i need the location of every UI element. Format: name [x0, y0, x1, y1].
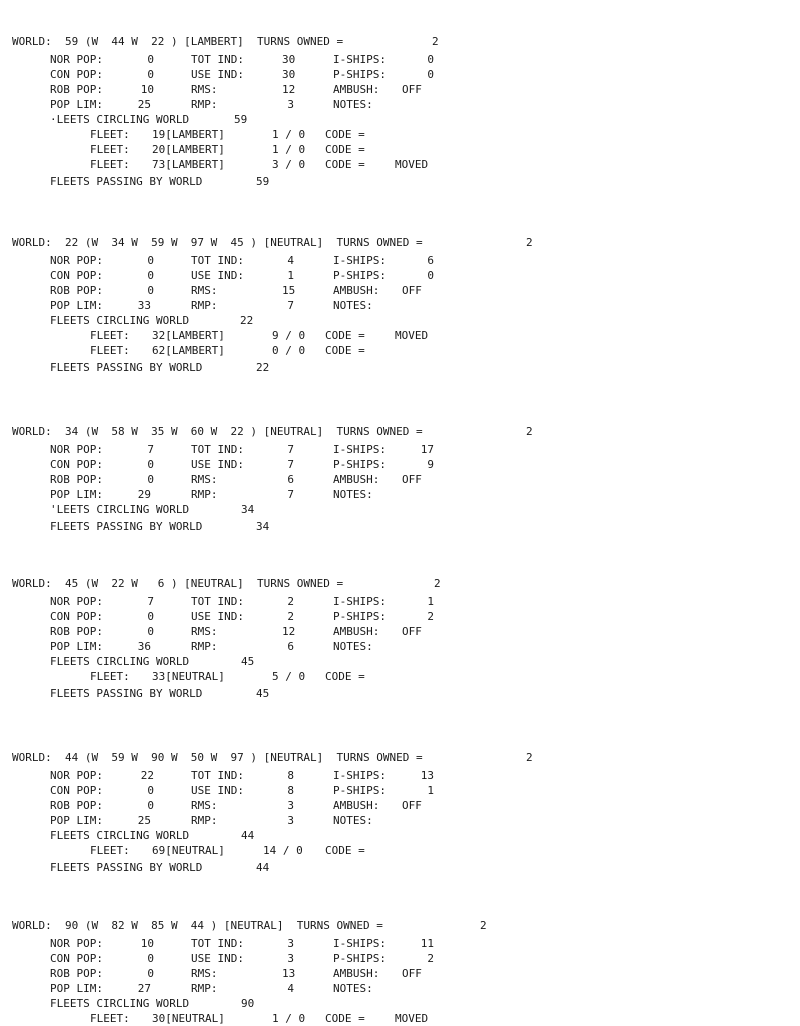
- rob-pop-value: 0: [147, 473, 154, 486]
- fleet-label: FLEET:: [90, 844, 130, 857]
- tot-ind-label: TOT IND:: [191, 53, 244, 66]
- world-header: [0, 236, 800, 251]
- fleet-id: 62[LAMBERT]: [152, 344, 225, 357]
- use-ind-value: 3: [287, 952, 294, 965]
- ambush-label: AMBUSH:: [333, 284, 380, 297]
- notes-label: NOTES:: [333, 640, 373, 653]
- i-ships-value: 0: [427, 53, 434, 66]
- fleet-ratio: 5 / 0: [272, 670, 306, 683]
- rms-label: RMS:: [191, 799, 218, 812]
- fleet-row: [0, 157, 800, 172]
- con-pop-label: CON POP:: [50, 952, 103, 965]
- p-ships-label: P-SHIPS:: [333, 458, 386, 471]
- world-header: [0, 35, 800, 50]
- notes-label: NOTES:: [333, 982, 373, 995]
- rms-label: RMS:: [191, 625, 218, 638]
- world-header: [0, 919, 800, 934]
- i-ships-value: 11: [420, 937, 434, 950]
- fleets-circling-world: 45: [241, 655, 255, 668]
- stats-row: [0, 472, 800, 487]
- rmp-label: RMP:: [191, 640, 218, 653]
- stats-row: [0, 97, 800, 112]
- fleet-moved: MOVED: [395, 1012, 429, 1025]
- world-header-text: WORLD: 44 (W 59 W 90 W 50 W 97 ) [NEUTRAL] TURNS OWNED =: [12, 751, 423, 764]
- stats-row: [0, 813, 800, 828]
- fleets-passing-row: [0, 360, 800, 375]
- rmp-value: 3: [287, 98, 294, 111]
- stats-row: [0, 594, 800, 609]
- turns-owned-value: 2: [526, 236, 533, 249]
- fleet-id: 73[LAMBERT]: [152, 158, 225, 171]
- con-pop-value: 0: [147, 784, 154, 797]
- rob-pop-value: 0: [147, 284, 154, 297]
- p-ships-value: 0: [427, 269, 434, 282]
- fleet-label: FLEET:: [90, 329, 130, 342]
- use-ind-value: 2: [287, 610, 294, 623]
- world-block: [0, 919, 800, 1026]
- fleet-label: FLEET:: [90, 1012, 130, 1025]
- fleet-row: [0, 1011, 800, 1026]
- fleet-id: 19[LAMBERT]: [152, 128, 225, 141]
- fleets-passing-world: 22: [256, 361, 270, 374]
- fleets-passing-label: FLEETS PASSING BY WORLD: [50, 687, 203, 700]
- fleet-ratio: 0 / 0: [272, 344, 306, 357]
- tot-ind-value: 4: [287, 254, 294, 267]
- turns-owned-value: 2: [526, 751, 533, 764]
- fleets-passing-row: [0, 519, 800, 534]
- nor-pop-value: 7: [147, 595, 154, 608]
- con-pop-label: CON POP:: [50, 784, 103, 797]
- turns-owned-value: 2: [432, 35, 439, 48]
- fleet-moved: MOVED: [395, 329, 429, 342]
- tot-ind-value: 3: [287, 937, 294, 950]
- stats-row: [0, 609, 800, 624]
- fleet-label: FLEET:: [90, 344, 130, 357]
- fleet-label: FLEET:: [90, 128, 130, 141]
- fleets-passing-label: FLEETS PASSING BY WORLD: [50, 361, 203, 374]
- fleet-id: 32[LAMBERT]: [152, 329, 225, 342]
- stats-row: [0, 82, 800, 97]
- ambush-value: OFF: [402, 967, 422, 980]
- world-block: [0, 751, 800, 875]
- fleets-circling-world: 34: [241, 503, 255, 516]
- fleets-circling-row: [0, 828, 800, 843]
- fleet-row: [0, 142, 800, 157]
- turns-owned-value: 2: [434, 577, 441, 590]
- rob-pop-value: 0: [147, 799, 154, 812]
- rms-value: 3: [287, 799, 294, 812]
- fleet-row: [0, 343, 800, 358]
- fleet-code-label: CODE =: [325, 1012, 365, 1025]
- i-ships-value: 13: [420, 769, 434, 782]
- stats-row: [0, 951, 800, 966]
- stats-row: [0, 936, 800, 951]
- con-pop-label: CON POP:: [50, 68, 103, 81]
- p-ships-label: P-SHIPS:: [333, 610, 386, 623]
- con-pop-value: 0: [147, 458, 154, 471]
- p-ships-label: P-SHIPS:: [333, 784, 386, 797]
- rob-pop-label: ROB POP:: [50, 473, 103, 486]
- fleets-circling-label: FLEETS CIRCLING WORLD: [50, 829, 190, 842]
- notes-label: NOTES:: [333, 488, 373, 501]
- rmp-label: RMP:: [191, 982, 218, 995]
- fleet-ratio: 3 / 0: [272, 158, 306, 171]
- ambush-value: OFF: [402, 473, 422, 486]
- fleets-passing-row: [0, 174, 800, 189]
- pop-lim-value: 36: [137, 640, 151, 653]
- use-ind-value: 7: [287, 458, 294, 471]
- use-ind-value: 1: [287, 269, 294, 282]
- world-block: [0, 236, 800, 375]
- tot-ind-label: TOT IND:: [191, 769, 244, 782]
- nor-pop-value: 22: [140, 769, 154, 782]
- stats-row: [0, 457, 800, 472]
- pop-lim-label: POP LIM:: [50, 982, 103, 995]
- world-block: [0, 577, 800, 701]
- ambush-value: OFF: [402, 284, 422, 297]
- rms-value: 12: [282, 625, 296, 638]
- tot-ind-value: 8: [287, 769, 294, 782]
- ambush-label: AMBUSH:: [333, 625, 380, 638]
- pop-lim-value: 29: [137, 488, 151, 501]
- notes-label: NOTES:: [333, 814, 373, 827]
- fleet-code-label: CODE =: [325, 158, 365, 171]
- nor-pop-value: 0: [147, 254, 154, 267]
- rob-pop-label: ROB POP:: [50, 284, 103, 297]
- fleet-id: 30[NEUTRAL]: [152, 1012, 225, 1025]
- fleets-passing-world: 45: [256, 687, 270, 700]
- nor-pop-label: NOR POP:: [50, 254, 103, 267]
- fleets-circling-row: [0, 996, 800, 1011]
- world-header-text: WORLD: 90 (W 82 W 85 W 44 ) [NEUTRAL] TURNS OWNED =: [12, 919, 383, 932]
- fleet-id: 20[LAMBERT]: [152, 143, 225, 156]
- stats-row: [0, 624, 800, 639]
- fleets-circling-world: 59: [234, 113, 248, 126]
- stats-row: [0, 52, 800, 67]
- fleet-label: FLEET:: [90, 670, 130, 683]
- fleet-row: [0, 127, 800, 142]
- p-ships-value: 2: [427, 610, 434, 623]
- rmp-label: RMP:: [191, 814, 218, 827]
- use-ind-label: USE IND:: [191, 610, 244, 623]
- fleet-code-label: CODE =: [325, 344, 365, 357]
- stats-row: [0, 981, 800, 996]
- p-ships-value: 1: [427, 784, 434, 797]
- rob-pop-value: 10: [140, 83, 154, 96]
- i-ships-value: 1: [427, 595, 434, 608]
- stats-row: [0, 768, 800, 783]
- rms-value: 15: [282, 284, 296, 297]
- rms-label: RMS:: [191, 83, 218, 96]
- rob-pop-label: ROB POP:: [50, 625, 103, 638]
- world-header: [0, 577, 800, 592]
- p-ships-value: 2: [427, 952, 434, 965]
- ambush-label: AMBUSH:: [333, 83, 380, 96]
- stats-row: [0, 67, 800, 82]
- fleets-circling-world: 44: [241, 829, 255, 842]
- stats-row: [0, 966, 800, 981]
- rmp-label: RMP:: [191, 98, 218, 111]
- p-ships-value: 9: [427, 458, 434, 471]
- stats-row: [0, 639, 800, 654]
- i-ships-label: I-SHIPS:: [333, 595, 386, 608]
- fleet-code-label: CODE =: [325, 128, 365, 141]
- pop-lim-value: 25: [137, 814, 151, 827]
- rmp-value: 4: [287, 982, 294, 995]
- fleets-circling-label: FLEETS CIRCLING WORLD: [50, 655, 190, 668]
- fleet-ratio: 1 / 0: [272, 143, 306, 156]
- con-pop-value: 0: [147, 952, 154, 965]
- i-ships-label: I-SHIPS:: [333, 937, 386, 950]
- nor-pop-label: NOR POP:: [50, 443, 103, 456]
- nor-pop-value: 10: [140, 937, 154, 950]
- i-ships-label: I-SHIPS:: [333, 53, 386, 66]
- notes-label: NOTES:: [333, 98, 373, 111]
- fleets-circling-label: ·LEETS CIRCLING WORLD: [50, 113, 190, 126]
- pop-lim-value: 27: [137, 982, 151, 995]
- use-ind-label: USE IND:: [191, 784, 244, 797]
- fleets-circling-label: FLEETS CIRCLING WORLD: [50, 314, 190, 327]
- rmp-value: 7: [287, 488, 294, 501]
- rob-pop-label: ROB POP:: [50, 967, 103, 980]
- world-header: [0, 751, 800, 766]
- stats-row: [0, 783, 800, 798]
- stats-row: [0, 798, 800, 813]
- con-pop-value: 0: [147, 68, 154, 81]
- p-ships-label: P-SHIPS:: [333, 952, 386, 965]
- tot-ind-label: TOT IND:: [191, 595, 244, 608]
- nor-pop-value: 7: [147, 443, 154, 456]
- fleet-row: [0, 669, 800, 684]
- tot-ind-value: 30: [282, 53, 296, 66]
- rob-pop-value: 0: [147, 967, 154, 980]
- world-block: [0, 425, 800, 534]
- world-block: [0, 35, 800, 189]
- nor-pop-label: NOR POP:: [50, 53, 103, 66]
- fleets-passing-label: FLEETS PASSING BY WORLD: [50, 175, 203, 188]
- turns-owned-value: 2: [480, 919, 487, 932]
- pop-lim-label: POP LIM:: [50, 98, 103, 111]
- con-pop-label: CON POP:: [50, 458, 103, 471]
- fleet-ratio: 1 / 0: [272, 1012, 306, 1025]
- rms-value: 12: [282, 83, 296, 96]
- fleets-circling-row: [0, 112, 800, 127]
- fleet-ratio: 1 / 0: [272, 128, 306, 141]
- pop-lim-label: POP LIM:: [50, 814, 103, 827]
- i-ships-label: I-SHIPS:: [333, 769, 386, 782]
- fleets-circling-world: 22: [240, 314, 254, 327]
- fleets-circling-world: 90: [241, 997, 255, 1010]
- tot-ind-label: TOT IND:: [191, 937, 244, 950]
- use-ind-label: USE IND:: [191, 952, 244, 965]
- rms-value: 13: [282, 967, 296, 980]
- fleet-row: [0, 328, 800, 343]
- nor-pop-label: NOR POP:: [50, 769, 103, 782]
- pop-lim-label: POP LIM:: [50, 299, 103, 312]
- rmp-value: 7: [287, 299, 294, 312]
- i-ships-value: 17: [420, 443, 434, 456]
- p-ships-label: P-SHIPS:: [333, 269, 386, 282]
- nor-pop-label: NOR POP:: [50, 595, 103, 608]
- p-ships-value: 0: [427, 68, 434, 81]
- ambush-value: OFF: [402, 799, 422, 812]
- con-pop-value: 0: [147, 610, 154, 623]
- i-ships-label: I-SHIPS:: [333, 254, 386, 267]
- rob-pop-value: 0: [147, 625, 154, 638]
- stats-row: [0, 487, 800, 502]
- con-pop-label: CON POP:: [50, 610, 103, 623]
- world-header-text: WORLD: 59 (W 44 W 22 ) [LAMBERT] TURNS OWNED =: [12, 35, 344, 48]
- fleet-code-label: CODE =: [325, 670, 365, 683]
- rob-pop-label: ROB POP:: [50, 83, 103, 96]
- stats-row: [0, 253, 800, 268]
- nor-pop-label: NOR POP:: [50, 937, 103, 950]
- ambush-label: AMBUSH:: [333, 967, 380, 980]
- fleets-passing-world: 44: [256, 861, 270, 874]
- ambush-label: AMBUSH:: [333, 473, 380, 486]
- tot-ind-value: 7: [287, 443, 294, 456]
- fleet-id: 69[NEUTRAL]: [152, 844, 225, 857]
- rmp-label: RMP:: [191, 488, 218, 501]
- fleets-passing-row: [0, 686, 800, 701]
- fleets-passing-world: 59: [256, 175, 270, 188]
- fleets-passing-row: [0, 860, 800, 875]
- fleets-passing-label: FLEETS PASSING BY WORLD: [50, 861, 203, 874]
- use-ind-label: USE IND:: [191, 68, 244, 81]
- tot-ind-label: TOT IND:: [191, 443, 244, 456]
- stats-row: [0, 442, 800, 457]
- fleet-label: FLEET:: [90, 143, 130, 156]
- con-pop-value: 0: [147, 269, 154, 282]
- turns-owned-value: 2: [526, 425, 533, 438]
- rms-label: RMS:: [191, 284, 218, 297]
- fleet-code-label: CODE =: [325, 143, 365, 156]
- rmp-value: 3: [287, 814, 294, 827]
- pop-lim-value: 33: [137, 299, 151, 312]
- rms-label: RMS:: [191, 473, 218, 486]
- fleet-code-label: CODE =: [325, 329, 365, 342]
- rms-value: 6: [287, 473, 294, 486]
- rob-pop-label: ROB POP:: [50, 799, 103, 812]
- pop-lim-label: POP LIM:: [50, 640, 103, 653]
- ambush-value: OFF: [402, 83, 422, 96]
- fleets-passing-world: 34: [256, 520, 270, 533]
- world-header-text: WORLD: 45 (W 22 W 6 ) [NEUTRAL] TURNS OWNED =: [12, 577, 344, 590]
- world-header-text: WORLD: 34 (W 58 W 35 W 60 W 22 ) [NEUTRAL] TURNS OWNED =: [12, 425, 423, 438]
- fleets-circling-label: 'LEETS CIRCLING WORLD: [50, 503, 190, 516]
- fleet-row: [0, 843, 800, 858]
- tot-ind-value: 2: [287, 595, 294, 608]
- rmp-value: 6: [287, 640, 294, 653]
- fleet-ratio: 14 / 0: [263, 844, 303, 857]
- p-ships-label: P-SHIPS:: [333, 68, 386, 81]
- fleets-circling-label: FLEETS CIRCLING WORLD: [50, 997, 190, 1010]
- stats-row: [0, 268, 800, 283]
- use-ind-label: USE IND:: [191, 269, 244, 282]
- pop-lim-label: POP LIM:: [50, 488, 103, 501]
- stats-row: [0, 298, 800, 313]
- fleet-id: 33[NEUTRAL]: [152, 670, 225, 683]
- use-ind-value: 30: [282, 68, 296, 81]
- fleets-passing-label: FLEETS PASSING BY WORLD: [50, 520, 203, 533]
- pop-lim-value: 25: [137, 98, 151, 111]
- fleets-circling-row: [0, 313, 800, 328]
- world-header: [0, 425, 800, 440]
- use-ind-label: USE IND:: [191, 458, 244, 471]
- fleet-label: FLEET:: [90, 158, 130, 171]
- stats-row: [0, 283, 800, 298]
- use-ind-value: 8: [287, 784, 294, 797]
- tot-ind-label: TOT IND:: [191, 254, 244, 267]
- i-ships-value: 6: [427, 254, 434, 267]
- con-pop-label: CON POP:: [50, 269, 103, 282]
- rms-label: RMS:: [191, 967, 218, 980]
- fleet-moved: MOVED: [395, 158, 429, 171]
- ambush-value: OFF: [402, 625, 422, 638]
- fleet-ratio: 9 / 0: [272, 329, 306, 342]
- ambush-label: AMBUSH:: [333, 799, 380, 812]
- fleets-circling-row: [0, 654, 800, 669]
- fleets-circling-row: [0, 502, 800, 517]
- i-ships-label: I-SHIPS:: [333, 443, 386, 456]
- nor-pop-value: 0: [147, 53, 154, 66]
- rmp-label: RMP:: [191, 299, 218, 312]
- notes-label: NOTES:: [333, 299, 373, 312]
- world-header-text: WORLD: 22 (W 34 W 59 W 97 W 45 ) [NEUTRAL] TURNS OWNED =: [12, 236, 423, 249]
- fleet-code-label: CODE =: [325, 844, 365, 857]
